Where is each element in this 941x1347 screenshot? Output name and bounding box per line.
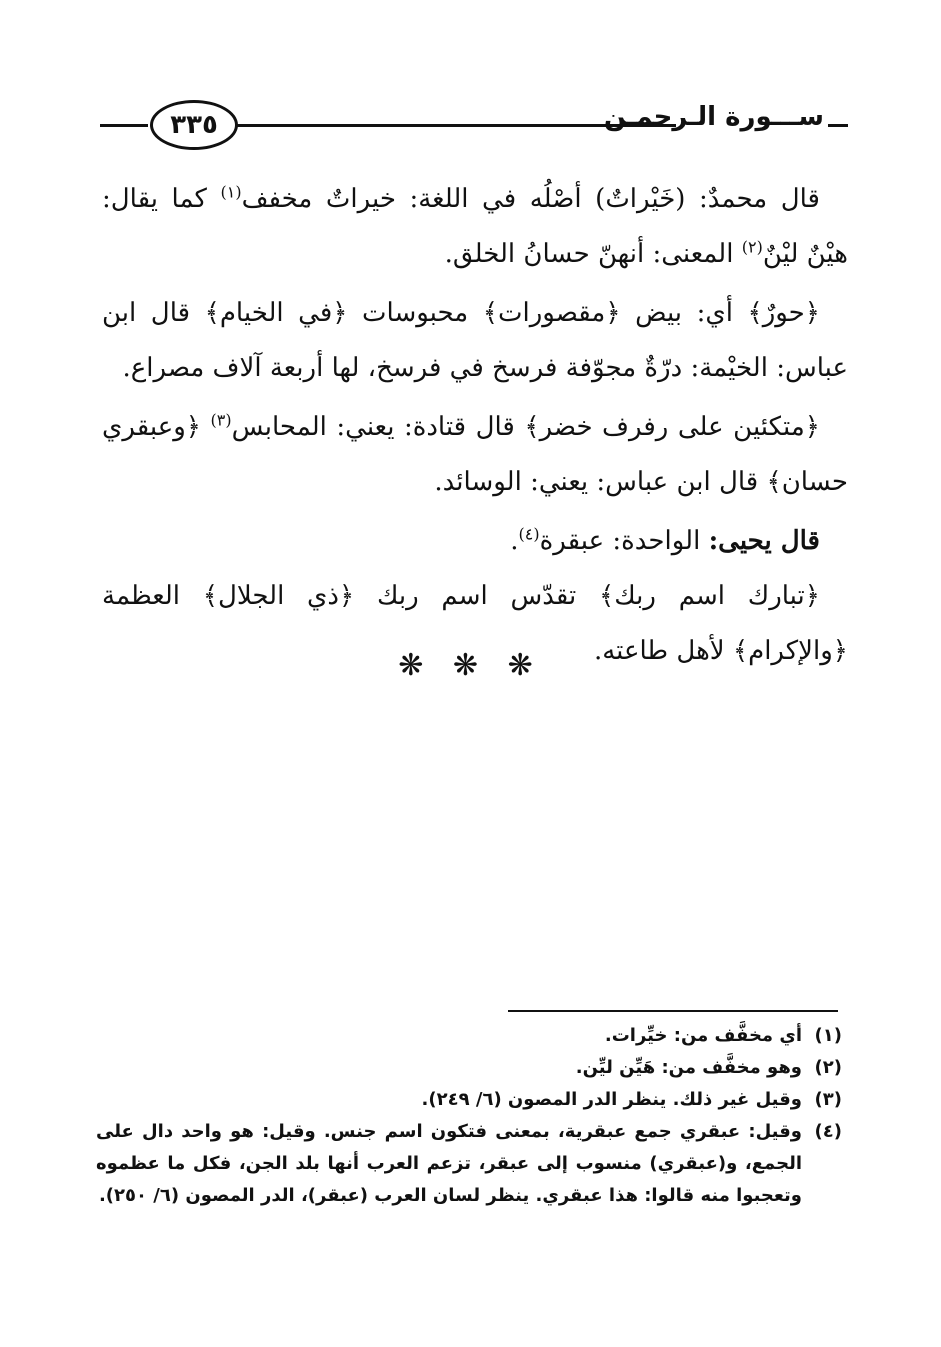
paragraph-3-text-b: ﴿وعبقري حسان﴾ قال ابن عباس: يعني: الوسائد. [102,412,848,497]
footnote-2 [96,1052,842,1084]
footnote-number: (١) [814,1025,842,1046]
header-rule-right [828,124,848,127]
footnote-ref-4: (٤) [518,524,540,544]
footnote-text: أي مخفَّف من: خيِّرات. [604,1025,802,1046]
footnote-text: وهو مخفَّف من: هَيِّن ليِّن. [575,1057,802,1078]
footnote-text: وقيل: عبقري جمع عبقرية، بمعنى فتكون اسم جنس. وقيل: هو واحد دال على الجمع، و(عبقري) منسوب إلى عبقر، تزعم العرب أنها بلد الجن، فكل ما عظموه وتعجبوا منه قالوا: هذا عبقري. ينظر لسان العرب (عبقر)، الدر المصون (٦/ ٢٥٠). [96,1121,802,1206]
paragraph-4-lead: قال يحيى: [708,526,820,556]
paragraph-4-end: . [510,526,519,556]
footnote-rule [508,1010,838,1012]
paragraph-1 [102,172,848,282]
footnote-4 [96,1116,842,1212]
paragraph-3-text-a: ﴿متكئين على رفرف خضر﴾ قال قتادة: يعني: المحابس [231,412,820,442]
section-separator: ❋ ❋ ❋ [398,648,543,683]
footnote-number: (٣) [814,1089,842,1110]
paragraph-2 [102,286,848,396]
header-rule-left [100,124,148,127]
footnote-number: (٤) [814,1121,842,1142]
footnote-3 [96,1084,842,1116]
footnote-ref-2: (٢) [741,237,763,257]
footnote-ref-3: (٣) [210,410,232,430]
footnote-ref-1: (١) [220,182,242,202]
page-header [100,92,848,160]
paragraph-4-text: الواحدة: عبقرة [539,526,709,556]
paragraph-1-text-c: المعنى: أنهنّ حسانُ الخلق. [444,239,742,269]
paragraph-3 [102,400,848,510]
paragraph-2-text: ﴿حورٌ﴾ أي: بيض ﴿مقصورات﴾ محبوسات ﴿في الخيام﴾ قال ابن عباس: الخيْمة: درّةٌ مجوّفة فرسخ في فرسخ، لها أربعة آلاف مصراع. [102,298,848,383]
paragraph-1-text-b: كما يقال: هيْنٌ ليْنٌ [102,184,848,269]
paragraph-5-text: ﴿تبارك اسم ربك﴾ تقدّس اسم ربك ﴿ذي الجلال﴾ العظمة ﴿والإكرام﴾ لأهل طاعته. [102,581,848,666]
paragraph-1-text-a: قال محمدٌ: (خَيْراتٌ) أصْلُه في اللغة: خيراتٌ مخفف [241,184,820,214]
footnote-1 [96,1020,842,1052]
main-text [102,172,848,683]
paragraph-4 [102,514,848,569]
footnotes [96,1020,842,1212]
page-number: ٣٣٥ [150,100,238,150]
footnote-number: (٢) [814,1057,842,1078]
footnote-text: وقيل غير ذلك. ينظر الدر المصون (٦/ ٢٤٩). [421,1089,802,1110]
surah-title: ســـورة الـرحمـن [603,102,824,132]
